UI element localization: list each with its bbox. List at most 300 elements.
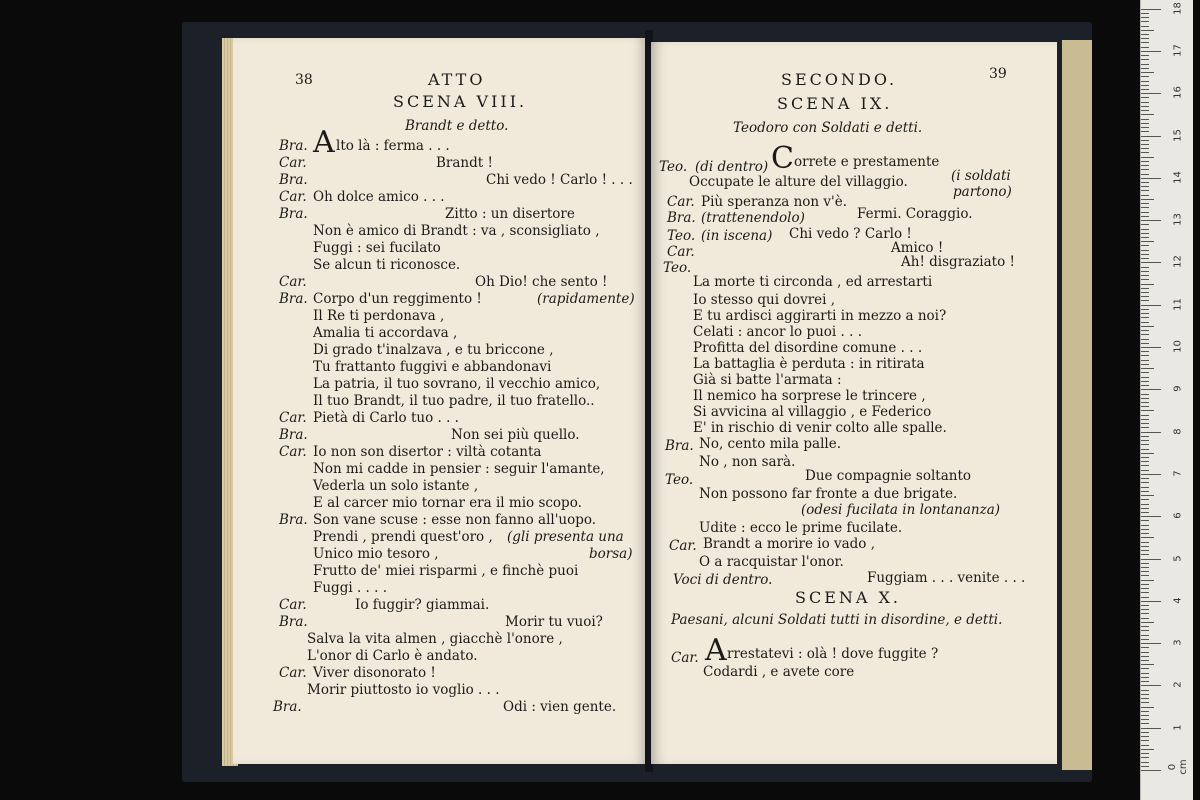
verse-line: Fuggi . . . .: [313, 580, 387, 596]
ruler-tick: [1141, 482, 1149, 483]
speaker: Car.: [279, 274, 307, 290]
ruler-tick: [1141, 152, 1149, 153]
ruler-tick: [1141, 377, 1149, 378]
drop-capital: A: [705, 633, 727, 668]
speaker: Bra.: [665, 438, 694, 454]
page-number: 39: [989, 66, 1007, 82]
ruler-unit-label: 0 cm: [1167, 759, 1189, 775]
ruler-number: 10: [1172, 340, 1184, 353]
ruler-tick: [1141, 347, 1161, 348]
verse-line: Amico !: [891, 240, 944, 256]
ruler-tick: [1141, 364, 1149, 365]
ruler-tick: [1141, 605, 1149, 606]
verse-line: Se alcun ti riconosce.: [313, 257, 461, 273]
ruler-tick: [1141, 402, 1149, 403]
ruler-tick: [1141, 207, 1149, 208]
ruler-tick: [1141, 525, 1149, 526]
verse-line: Il Re ti perdonava ,: [313, 308, 445, 324]
stage-direction: (odesi fucilata in lontananza): [801, 502, 1001, 518]
ruler-tick: [1141, 723, 1149, 724]
speaker: Teo.: [665, 472, 694, 488]
speaker: Car.: [279, 410, 307, 426]
ruler-tick: [1141, 423, 1149, 424]
ruler-tick: [1141, 491, 1149, 492]
ruler-tick: [1141, 178, 1161, 179]
ruler-tick: [1141, 195, 1149, 196]
ruler-tick: [1141, 148, 1149, 149]
ruler-tick: [1141, 258, 1149, 259]
stage-direction: partono): [953, 184, 1012, 200]
ruler-tick: [1141, 419, 1149, 420]
speaker: Car.: [279, 597, 307, 613]
ruler-tick: [1141, 520, 1149, 521]
verse-line: La morte ti circonda , ed arrestarti: [693, 274, 933, 290]
speaker: Car.: [279, 444, 307, 460]
ruler-tick: [1141, 241, 1154, 242]
verse-line: Chi vedo ? Carlo !: [789, 226, 912, 242]
ruler-tick: [1141, 89, 1149, 90]
verse-line: No , non sarà.: [699, 454, 796, 470]
ruler-number: 6: [1172, 512, 1184, 519]
verse-line: E' in rischio di venir colto alle spalle.: [693, 420, 947, 436]
ruler-number: 1: [1172, 724, 1184, 731]
ruler-tick: [1141, 508, 1149, 509]
ruler-tick: [1141, 398, 1149, 399]
ruler-tick: [1141, 114, 1154, 115]
aside-direction: (trattenendolo): [701, 210, 805, 226]
ruler-tick: [1141, 199, 1154, 200]
ruler-number: 3: [1172, 639, 1184, 646]
ruler-tick: [1141, 389, 1161, 390]
verse-line: E tu ardisci aggirarti in mezzo a noi?: [693, 308, 947, 324]
speaker: Car.: [279, 189, 307, 205]
stage-direction: (i soldati: [951, 168, 1011, 184]
verse-line: Prendi , prendi quest'oro ,: [313, 529, 493, 545]
ruler-number: 12: [1172, 255, 1184, 269]
verse-line: Io stesso qui dovrei ,: [693, 292, 836, 308]
left-page: [233, 38, 647, 764]
verse-line: Ah! disgraziato !: [901, 254, 1015, 270]
aside-direction: (in iscena): [701, 228, 773, 244]
ruler-number: 5: [1172, 554, 1184, 562]
verse-line: Codardi , e avete core: [703, 664, 855, 680]
ruler-tick: [1141, 34, 1149, 35]
ruler-number: 8: [1172, 427, 1184, 435]
verse-line: O a racquistar l'onor.: [699, 554, 844, 570]
ruler-tick: [1141, 385, 1149, 386]
ruler-tick: [1141, 550, 1149, 551]
ruler-tick: [1141, 694, 1149, 695]
ruler-tick: [1141, 516, 1161, 517]
ruler-tick: [1141, 279, 1149, 280]
verse-line: Due compagnie soltanto: [805, 468, 972, 484]
ruler-tick: [1141, 736, 1149, 737]
ruler-tick: [1141, 13, 1149, 14]
ruler-tick: [1141, 660, 1149, 661]
verse-line: lto là : ferma . . .: [336, 138, 450, 154]
speaker: Bra.: [667, 210, 696, 226]
ruler-tick: [1141, 237, 1149, 238]
verse-line: La patria, il tuo sovrano, il vecchio amico,: [313, 376, 601, 392]
ruler-tick: [1141, 17, 1149, 18]
ruler-tick: [1141, 47, 1149, 48]
ruler-tick: [1141, 224, 1149, 225]
verse-line: La battaglia è perduta : in ritirata: [693, 356, 925, 372]
ruler-tick: [1141, 656, 1149, 657]
ruler-tick: [1141, 42, 1149, 43]
speaker: Teo.: [663, 260, 692, 276]
running-head: ATTO: [428, 70, 486, 89]
ruler-tick: [1141, 182, 1149, 183]
speaker: Bra.: [279, 427, 308, 443]
ruler-tick: [1141, 372, 1149, 373]
ruler-tick: [1141, 93, 1161, 94]
verse-line: Non mi cadde in pensier : seguir l'amante,: [313, 461, 605, 477]
ruler-number: 13: [1172, 213, 1184, 226]
right-page: [651, 42, 1057, 764]
page-number: 38: [295, 72, 313, 88]
verse-line: Chi vedo ! Carlo ! . . .: [486, 172, 633, 188]
ruler-tick: [1141, 322, 1149, 323]
ruler-tick: [1141, 613, 1149, 614]
ruler-tick: [1141, 537, 1154, 538]
ruler-tick: [1141, 161, 1149, 162]
ruler-tick: [1141, 664, 1154, 665]
ruler-tick: [1141, 203, 1149, 204]
ruler-tick: [1141, 728, 1161, 729]
verse-line: Si avvicina al villaggio , e Federico: [693, 404, 932, 420]
back-cover-edge: [1062, 40, 1092, 770]
ruler-tick: [1141, 275, 1149, 276]
ruler-tick: [1141, 245, 1149, 246]
speaker: Teo.: [659, 159, 688, 175]
verse-line: Salva la vita almen , giacchè l'onore ,: [307, 631, 563, 647]
verse-line: E al carcer mio tornar era il mio scopo.: [313, 495, 582, 511]
measuring-ruler: [1140, 0, 1193, 800]
ruler-tick: [1141, 529, 1149, 530]
speaker: Bra.: [279, 172, 308, 188]
ruler-tick: [1141, 368, 1154, 369]
ruler-tick: [1141, 609, 1149, 610]
ruler-tick: [1141, 432, 1161, 433]
verse-line: L'onor di Carlo è andato.: [307, 648, 478, 664]
ruler-number: 16: [1172, 86, 1184, 100]
ruler-tick: [1141, 474, 1161, 475]
speaker: Bra.: [279, 614, 308, 630]
ruler-tick: [1141, 51, 1161, 52]
ruler-tick: [1141, 478, 1149, 479]
ruler-tick: [1141, 334, 1149, 335]
speaker: Car.: [667, 244, 695, 260]
ruler-tick: [1141, 317, 1149, 318]
drop-capital: A: [313, 125, 335, 160]
ruler-tick: [1141, 588, 1149, 589]
ruler-tick: [1141, 601, 1161, 602]
ruler-tick: [1141, 487, 1149, 488]
verse-line: Brandt !: [436, 155, 493, 171]
speaker: Bra.: [279, 512, 308, 528]
ruler-tick: [1141, 9, 1161, 10]
ruler-tick: [1141, 267, 1149, 268]
ruler-tick: [1141, 512, 1149, 513]
ruler-number: 17: [1172, 44, 1184, 57]
ruler-tick: [1141, 339, 1149, 340]
ruler-tick: [1141, 677, 1149, 678]
verse-line: Io fuggir? giammai.: [355, 597, 490, 613]
ruler-tick: [1141, 330, 1149, 331]
ruler-tick: [1141, 123, 1149, 124]
ruler-tick: [1141, 144, 1149, 145]
ruler-number: 7: [1172, 470, 1184, 477]
ruler-tick: [1141, 406, 1149, 407]
ruler-tick: [1141, 461, 1149, 462]
ruler-tick: [1141, 559, 1161, 560]
ruler-tick: [1141, 453, 1154, 454]
verse-line: Oh dolce amico . . .: [313, 189, 445, 205]
ruler-tick: [1141, 427, 1149, 428]
ruler-tick: [1141, 262, 1161, 263]
ruler-tick: [1141, 753, 1149, 754]
ruler-number: 18: [1172, 1, 1184, 15]
ruler-tick: [1141, 436, 1149, 437]
ruler-tick: [1141, 360, 1149, 361]
stage-direction: (gli presenta una: [507, 529, 624, 545]
ruler-tick: [1141, 305, 1161, 306]
verse-line: Tu frattanto fuggivi e abbandonavi: [313, 359, 552, 375]
ruler-tick: [1141, 157, 1154, 158]
scene-title: SCENA VIII.: [393, 92, 528, 111]
ruler-tick: [1141, 296, 1149, 297]
ruler-tick: [1141, 740, 1149, 741]
stage-direction: Brandt e detto.: [405, 118, 509, 134]
stage-direction: (rapidamente): [537, 291, 635, 307]
ruler-number: 9: [1172, 385, 1184, 392]
ruler-tick: [1141, 169, 1149, 170]
ruler-number: 15: [1172, 128, 1184, 142]
verse-line: Non sei più quello.: [451, 427, 580, 443]
ruler-tick: [1141, 643, 1161, 644]
ruler-tick: [1141, 313, 1149, 314]
ruler-tick: [1141, 97, 1149, 98]
verse-line: Occupate le alture del villaggio.: [689, 174, 908, 190]
ruler-tick: [1141, 284, 1154, 285]
ruler-tick: [1141, 702, 1149, 703]
ruler-tick: [1141, 326, 1154, 327]
ruler-tick: [1141, 597, 1149, 598]
ruler-tick: [1141, 174, 1149, 175]
ruler-tick: [1141, 394, 1149, 395]
ruler-tick: [1141, 575, 1149, 576]
ruler-tick: [1141, 698, 1149, 699]
verse-line: Morir tu vuoi?: [505, 614, 603, 630]
verse-line: Fermi. Coraggio.: [857, 206, 973, 222]
stage-direction: borsa): [589, 546, 633, 562]
ruler-tick: [1141, 59, 1149, 60]
ruler-tick: [1141, 567, 1149, 568]
ruler-number: 11: [1172, 297, 1184, 311]
speaker: Bra.: [279, 138, 308, 154]
verse-line: orrete e prestamente: [794, 154, 940, 170]
speaker: Car.: [667, 194, 695, 210]
ruler-tick: [1141, 355, 1149, 356]
ruler-tick: [1141, 495, 1154, 496]
ruler-tick: [1141, 216, 1149, 217]
ruler-tick: [1141, 635, 1149, 636]
verse-line: Profitta del disordine comune . . .: [693, 340, 923, 356]
verse-line: Fuggi : sei fucilato: [313, 240, 441, 256]
ruler-tick: [1141, 554, 1149, 555]
verse-line: Frutto de' miei risparmi , e finchè puoi: [313, 563, 579, 579]
ruler-tick: [1141, 504, 1149, 505]
verse-line: Brandt a morire io vado ,: [703, 536, 876, 552]
ruler-tick: [1141, 381, 1149, 382]
ruler-tick: [1141, 212, 1149, 213]
verse-line: Oh Dio! che sento !: [475, 274, 608, 290]
ruler-number: 14: [1172, 170, 1184, 184]
ruler-tick: [1141, 64, 1149, 65]
ruler-tick: [1141, 81, 1149, 82]
speaker: Bra.: [279, 206, 308, 222]
ruler-tick: [1141, 292, 1149, 293]
verse-line: Il nemico ha sorprese le trincere ,: [693, 388, 926, 404]
verse-line: Io non son disertor : viltà cotanta: [313, 444, 542, 460]
scene-title: SCENA IX.: [777, 94, 893, 113]
ruler-tick: [1141, 584, 1149, 585]
ruler-tick: [1141, 351, 1149, 352]
ruler-tick: [1141, 343, 1149, 344]
ruler-tick: [1141, 300, 1149, 301]
ruler-tick: [1141, 618, 1149, 619]
ruler-tick: [1141, 652, 1149, 653]
ruler-tick: [1141, 110, 1149, 111]
verse-line: Morir piuttosto io voglio . . .: [307, 682, 500, 698]
verse-line: Di grado t'inalzava , e tu briccone ,: [313, 342, 554, 358]
ruler-tick: [1141, 30, 1154, 31]
ruler-tick: [1141, 673, 1149, 674]
ruler-tick: [1141, 622, 1154, 623]
verse-line: Viver disonorato !: [313, 665, 436, 681]
verse-line: No, cento mila palle.: [699, 436, 841, 452]
ruler-number: 4: [1172, 597, 1184, 604]
drop-capital: C: [771, 141, 794, 176]
ruler-tick: [1141, 732, 1149, 733]
ruler-tick: [1141, 690, 1149, 691]
ruler-tick: [1141, 38, 1149, 39]
verse-line: Già si batte l'armata :: [693, 372, 842, 388]
ruler-tick: [1141, 449, 1149, 450]
ruler-tick: [1141, 533, 1149, 534]
ruler-tick: [1141, 470, 1149, 471]
ruler-tick: [1141, 770, 1161, 771]
ruler-tick: [1141, 757, 1149, 758]
verse-line: Unico mio tesoro ,: [313, 546, 439, 562]
ruler-tick: [1141, 766, 1149, 767]
ruler-tick: [1141, 131, 1149, 132]
stage-direction: Teodoro con Soldati e detti.: [733, 120, 923, 136]
ruler-tick: [1141, 745, 1149, 746]
ruler-tick: [1141, 762, 1149, 763]
ruler-tick: [1141, 465, 1149, 466]
running-head: SECONDO.: [781, 70, 898, 89]
verse-line: Corpo d'un reggimento !: [313, 291, 482, 307]
ruler-tick: [1141, 681, 1149, 682]
verse-line: Zitto : un disertore: [445, 206, 575, 222]
ruler-tick: [1141, 127, 1149, 128]
ruler-tick: [1141, 140, 1149, 141]
ruler-tick: [1141, 630, 1149, 631]
scene-title: SCENA X.: [795, 588, 901, 607]
ruler-tick: [1141, 749, 1154, 750]
ruler-tick: [1141, 592, 1149, 593]
verse-line: Udite : ecco le prime fucilate.: [699, 520, 903, 536]
ruler-tick: [1141, 715, 1149, 716]
ruler-tick: [1141, 106, 1149, 107]
speaker: Voci di dentro.: [673, 572, 773, 588]
ruler-tick: [1141, 229, 1149, 230]
verse-line: Il tuo Brandt, il tuo padre, il tuo fratello..: [313, 393, 595, 409]
ruler-tick: [1141, 711, 1149, 712]
ruler-tick: [1141, 288, 1149, 289]
ruler-tick: [1141, 271, 1149, 272]
verse-line: Amalia ti accordava ,: [313, 325, 458, 341]
ruler-tick: [1141, 440, 1149, 441]
ruler-tick: [1141, 233, 1149, 234]
ruler-tick: [1141, 119, 1149, 120]
aside-direction: (di dentro): [695, 159, 769, 175]
ruler-tick: [1141, 546, 1149, 547]
ruler-tick: [1141, 563, 1149, 564]
verse-line: Non possono far fronte a due brigate.: [699, 486, 958, 502]
ruler-number: 2: [1172, 681, 1184, 689]
speaker: Teo.: [667, 228, 696, 244]
verse-line: Son vane scuse : esse non fanno all'uopo.: [313, 512, 597, 528]
ruler-tick: [1141, 499, 1149, 500]
ruler-tick: [1141, 165, 1149, 166]
verse-line: Non è amico di Brandt : va , sconsigliato ,: [313, 223, 600, 239]
ruler-tick: [1141, 626, 1149, 627]
ruler-tick: [1141, 415, 1149, 416]
ruler-tick: [1141, 647, 1149, 648]
ruler-tick: [1141, 186, 1149, 187]
speaker: Car.: [279, 665, 307, 681]
ruler-tick: [1141, 76, 1149, 77]
ruler-tick: [1141, 220, 1161, 221]
verse-line: Fuggiam . . . venite . . .: [867, 570, 1026, 586]
stage-direction: Paesani, alcuni Soldati tutti in disordine, e detti.: [671, 612, 1003, 628]
ruler-tick: [1141, 685, 1161, 686]
ruler-tick: [1141, 21, 1149, 22]
ruler-tick: [1141, 410, 1154, 411]
ruler-tick: [1141, 250, 1149, 251]
ruler-tick: [1141, 72, 1154, 73]
ruler-tick: [1141, 542, 1149, 543]
speaker: Car.: [671, 650, 699, 666]
ruler-tick: [1141, 571, 1149, 572]
ruler-tick: [1141, 719, 1149, 720]
ruler-tick: [1141, 190, 1149, 191]
ruler-tick: [1141, 707, 1154, 708]
ruler-tick: [1141, 136, 1161, 137]
ruler-tick: [1141, 639, 1149, 640]
ruler-tick: [1141, 444, 1149, 445]
speaker: Car.: [669, 538, 697, 554]
ruler-tick: [1141, 85, 1149, 86]
speaker: Bra.: [273, 699, 302, 715]
verse-line: Celati : ancor lo puoi . . .: [693, 324, 863, 340]
verse-line: Odi : vien gente.: [503, 699, 617, 715]
ruler-tick: [1141, 68, 1149, 69]
verse-line: rrestatevi : olà ! dove fuggite ?: [727, 646, 939, 662]
